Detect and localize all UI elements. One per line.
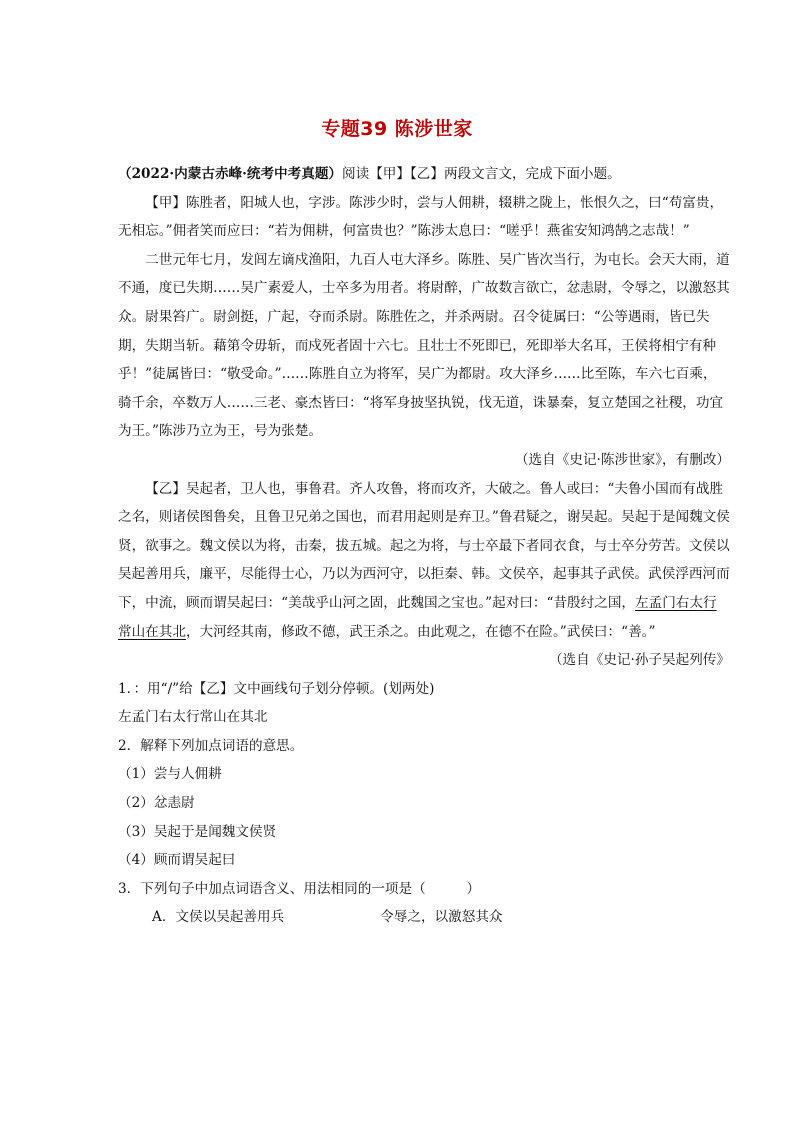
passage-b-text-before: 【乙】吴起者，卫人也，事鲁君。齐人攻鲁，将而攻齐，大破之。鲁人或曰：“夫鲁小国而有战胜之名，则诸侯图鲁矣，且鲁卫兄弟之国也，而君用起则是弃卫。”鲁君疑之，谢吴起。吴起于是闻魏文侯贤，欲事之。魏文侯以为将，击秦，拔五城。起之为将，与士卒最下者同衣食，与士卒分劳苦。文侯以吴起善用兵，廉平，尽能得士心，乃以为西河守，以拒秦、韩。文侯卒，起事其子武侯。武侯浮西河而下，中流，顾而谓吴起曰：“美哉乎山河之固，此魏国之宝也。”起对曰：“昔殷纣之国， [118,480,730,611]
option-a-left: A．文侯以吴起善用兵 [152,909,285,926]
question-3-option-a [118,903,730,932]
passage-a-paragraph-2: 二世元年七月，发闾左谪戍渔阳，九百人屯大泽乡。陈胜、吴广皆次当行，为屯长。会天大雨，道不通，度已失期……吴广素爱人，士卒多为用者。将尉醉，广故数言欲亡，忿恚尉，令辱之，以激怒其众。尉果笞广。尉剑挺，广起，夺而杀尉。陈胜佐之，并杀两尉。召令徒属曰：“公等遇雨，皆已失期，失期当斩。藉第令毋斩，而戍死者固十六七。且壮士不死即已，死即举大名耳，王侯将相宁有种乎！”徒属皆曰：“敬受命。”……陈胜自立为将军，吴广为都尉。攻大泽乡……比至陈，车六七百乘，骑千余，卒数万人……三老、豪杰皆曰：“将军身披坚执锐，伐无道，诛暴秦，复立楚国之社稷，功宜为王。”陈涉乃立为王，号为张楚。 [118,251,730,440]
question-1-sentence: 左孟门右太行常山在其北 [118,709,268,726]
document-body [118,160,730,932]
question-2: 2．解释下列加点词语的意思。 [118,737,304,754]
question-2-item-3: （3）吴起于是闻魏文侯贤 [118,823,277,840]
intro-text: 阅读【甲】【乙】两段文言文，完成下面小题。 [342,166,621,182]
intro-line [118,160,730,189]
question-2-item-2: （2）忿恚尉 [118,795,195,812]
question-3: 3．下列句子中加点词语含义、用法相同的一项是（ ） [118,880,481,897]
passage-b-source: （选自《史记·孙子吴起列传》 [548,652,730,669]
question-1: 1．：用“/”给【乙】文中画线句子划分停顿。(划两处) [118,680,435,697]
questions-section [118,675,730,932]
passage-b-underlined-sentence: 左孟门右太行常山在其北 [118,594,717,640]
question-2-item-1: （1）尝与人佣耕 [118,766,222,783]
passage-a-paragraph-1: 【甲】陈胜者，阳城人也，字涉。陈涉少时，尝与人佣耕，辍耕之陇上，怅恨久之，曰“苟富贵，无相忘。”佣者笑而应曰：“若为佣耕，何富贵也？”陈涉太息曰：“嗟乎！燕雀安知鸿鹄之志哉！” [118,194,724,240]
passage-a-source: （选自《史记·陈涉世家》，有删改） [514,451,730,468]
option-a-right: 令辱之，以激怒其众 [380,909,503,926]
passage-b-paragraph-1 [118,475,730,647]
question-2-item-4: （4）顾而谓吴起曰 [118,852,236,869]
intro-source: （2022·内蒙古赤峰·统考中考真题） [118,166,343,182]
page-title: 专题39 陈涉世家 [321,118,473,140]
passage-b-text-after: ，大河经其南，修政不德，武王杀之。由此观之，在德不在险。”武侯曰：“善。” [185,623,656,640]
